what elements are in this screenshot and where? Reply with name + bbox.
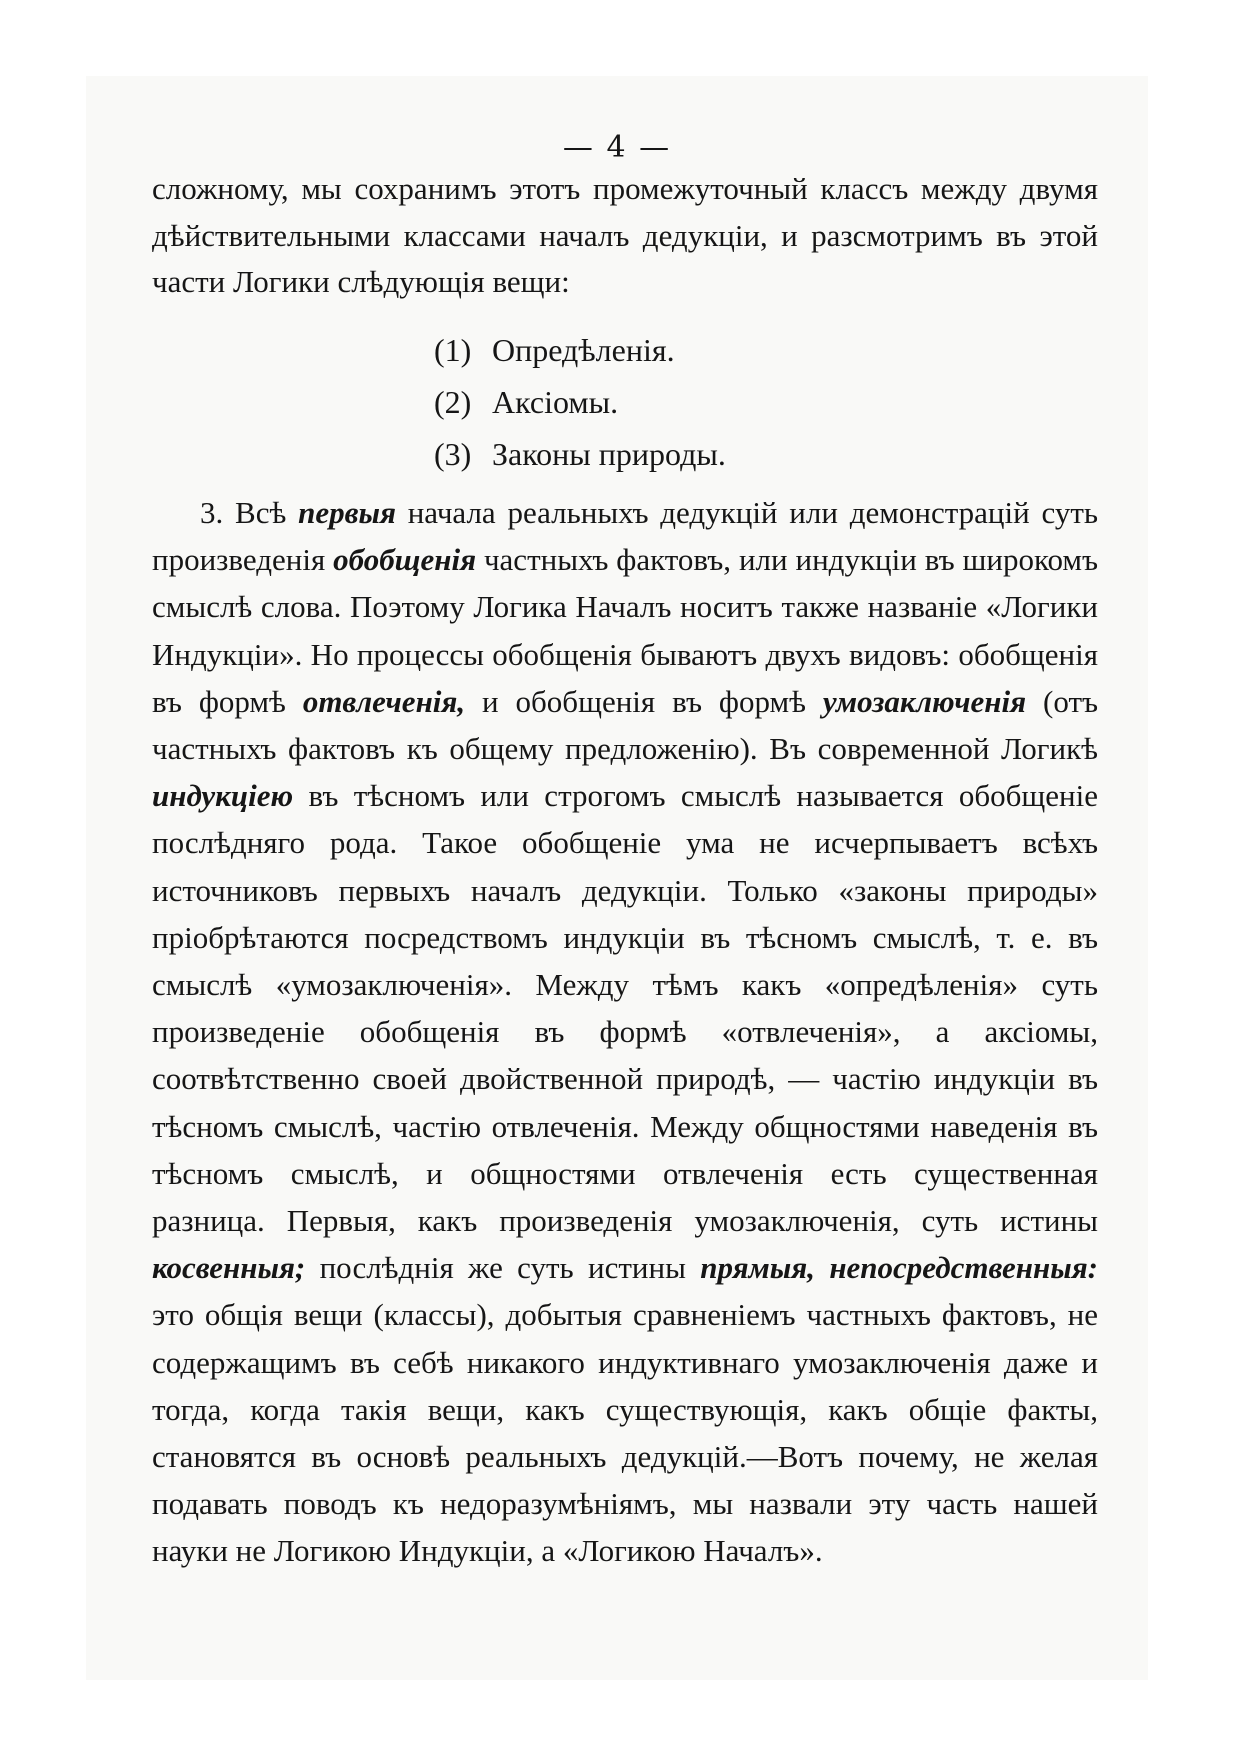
- list-item: [434, 428, 726, 480]
- section-text: начала реальныхъ дедукцій или демонстрацій суть произведенія: [152, 495, 1099, 578]
- section-text: Всѣ: [235, 495, 287, 530]
- italic-term: прямыя, непосредственныя:: [700, 1250, 1099, 1286]
- list-item: [434, 324, 726, 376]
- book-page: [86, 76, 1148, 1680]
- section-text: это общія вещи (классы), добытыя сравненіемъ частныхъ фактовъ, не содержащимъ въ себѣ никакого индуктивнаго умозаключенія даже и тогда, когда такія вещи, какъ существующія, какъ общіе факты, становятся въ основѣ реальныхъ дедукцій.—Вотъ почему, не желая подавать поводъ къ недоразумѣніямъ, мы назвали эту часть нашей науки не Логикою Индукціи, а «Логикою Началъ».: [152, 1297, 1098, 1569]
- italic-term: индукціею: [152, 778, 294, 814]
- list-item-number: (3): [434, 436, 472, 472]
- intro-paragraph: сложному, мы сохранимъ этотъ промежуточный классъ между двумя дѣйствительными классами началъ дедукціи, и разсмотримъ въ этой части Логики слѣдующія вещи:: [152, 171, 1098, 299]
- page-number: — 4 —: [562, 130, 672, 165]
- list-item-number: (1): [434, 332, 472, 368]
- section-text: и обобщенія въ формѣ: [482, 683, 806, 719]
- section-number: 3.: [200, 495, 224, 530]
- list-item-number: (2): [434, 384, 472, 420]
- section-text: въ тѣсномъ или строгомъ смыслѣ называется обобщеніе послѣдняго рода. Такое обобщеніе ума не исчерпываетъ всѣхъ источниковъ первыхъ началъ дедукціи. Только «законы природы» пріобрѣтаются посредствомъ индукціи въ тѣсномъ смыслѣ, т. е. въ смыслѣ «умозаключенія». Между тѣмъ какъ «опредѣленія» суть произведеніе обобщенія въ формѣ «отвлеченія», а аксіомы, соотвѣтственно своей двойственной природѣ, — частію индукціи въ тѣсномъ смыслѣ, частію отвлеченія. Между общностями наведенія въ тѣсномъ смыслѣ, и общностями отвлеченія есть существенная разница. Первыя, какъ произведенія умозаключенія, суть истины: [152, 778, 1099, 1239]
- italic-term: обобщенія: [333, 542, 477, 578]
- italic-term: первыя: [298, 495, 396, 530]
- italic-term: умозаключенія: [822, 683, 1027, 719]
- section-text: (отъ частныхъ фактовъ къ общему предложенію). Въ современной Логикѣ: [152, 683, 1099, 767]
- italic-term: отвлеченія,: [302, 683, 466, 719]
- list-item: [434, 376, 726, 428]
- list-item-text: Законы природы.: [492, 436, 726, 472]
- list-item-text: Аксіомы.: [492, 384, 619, 420]
- list-item-text: Опредѣленія.: [492, 332, 675, 368]
- section-text: частныхъ фактовъ, или индукціи въ широкомъ смыслѣ слова. Поэтому Логика Началъ носитъ также названіе «Логики Индукціи». Но процессы обобщенія бываютъ двухъ видовъ: обобщенія въ формѣ: [152, 542, 1099, 719]
- italic-term: косвенныя;: [152, 1250, 306, 1286]
- principles-list: [434, 324, 726, 480]
- section-3-paragraph: [152, 489, 1098, 1575]
- section-text: послѣднія же суть истины: [319, 1250, 686, 1286]
